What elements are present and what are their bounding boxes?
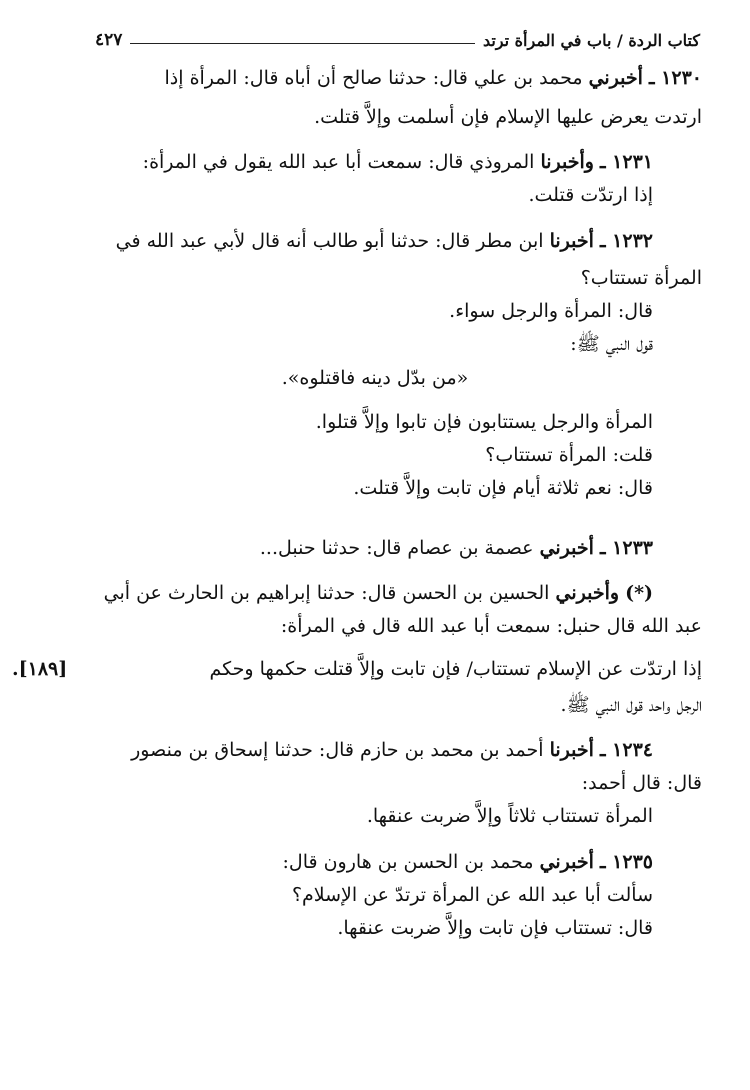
variant-narration-line-1	[104, 578, 653, 608]
line-text: عصمة بن عصام قال: حدثنا حنبل...	[259, 537, 540, 559]
hadith-1235-line-1	[282, 847, 653, 877]
line-text: المرأة تستتاب؟	[580, 267, 702, 289]
hadith-1232-line-1	[116, 226, 653, 256]
hadith-number: ١٢٣٤ ـ	[599, 739, 653, 761]
chapter-title: كتاب الردة / باب في المرأة ترتد	[482, 31, 700, 50]
hadith-number: ١٢٣٢ ـ	[599, 230, 653, 252]
line-text: الرجل واحد قول النبي ﷺ.	[560, 694, 702, 716]
hadith-number: ١٢٣٠ ـ	[648, 67, 702, 89]
line-text: ابن مطر قال: حدثنا أبو طالب أنه قال لأبي عبد الله في	[115, 230, 550, 252]
hadith-1232-line-4	[570, 329, 653, 359]
hadith-1230-line-1	[165, 63, 702, 93]
hadith-number: ١٢٣١ ـ	[599, 151, 653, 173]
narration-verb: أخبرني	[588, 67, 643, 89]
hadith-1231-line-2	[528, 180, 653, 210]
hadith-1234-line-1	[131, 735, 653, 765]
prophetic-quote	[0, 363, 750, 393]
line-text: قال: قال أحمد:	[581, 772, 702, 794]
line-text: أحمد بن محمد بن حازم قال: حدثنا إسحاق بن منصور	[131, 739, 550, 761]
hadith-1230-line-2	[314, 102, 702, 132]
hadith-number: ١٢٣٥ ـ	[599, 851, 653, 873]
footnote-star: (*)	[625, 582, 653, 604]
line-text: ارتدت يعرض عليها الإسلام فإن أسلمت وإلاَّ قتلت.	[314, 106, 702, 128]
hadith-1235-line-2	[292, 880, 653, 910]
line-text: المرأة والرجل يستتابون فإن تابوا وإلاَّ قتلوا.	[315, 411, 653, 433]
line-text: قال: المرأة والرجل سواء.	[449, 300, 653, 322]
hadith-1232-line-6	[485, 440, 653, 470]
line-text: محمد بن الحسن بن هارون قال:	[282, 851, 540, 873]
hadith-1234-line-3	[367, 801, 653, 831]
variant-narration-line-2	[281, 611, 702, 641]
line-text: إذا ارتدّت عن الإسلام تستتاب/ فإن تابت وإلاَّ قتلت حكمها وحكم	[209, 658, 702, 680]
narration-verb: أخبرني	[539, 537, 594, 559]
line-text: قلت: المرأة تستتاب؟	[485, 444, 653, 466]
hadith-1232-line-2	[581, 263, 702, 293]
line-text: إذا ارتدّت قتلت.	[528, 184, 653, 206]
narration-verb: أخبرنا	[549, 739, 594, 761]
narration-verb: أخبرني	[539, 851, 594, 873]
quote-text: «من بدّل دينه فاقتلوه».	[281, 367, 469, 389]
manuscript-folio-marker: .[١٨٩]	[12, 658, 68, 680]
hadith-1232-line-5	[316, 407, 653, 437]
line-text: عبد الله قال حنبل: سمعت أبا عبد الله قال في المرأة:	[280, 615, 702, 637]
line-text: المروذي قال: سمعت أبا عبد الله يقول في المرأة:	[142, 151, 541, 173]
line-text: محمد بن علي قال: حدثنا صالح أن أباه قال: المرأة إذا	[164, 67, 589, 89]
line-text: قول النبي ﷺ:	[570, 333, 653, 355]
hadith-1235-line-3	[337, 913, 653, 943]
variant-narration-line-3	[210, 654, 702, 684]
hadith-1234-line-2	[582, 768, 702, 798]
page-number: ٤٢٧	[95, 30, 123, 50]
narration-verb: وأخبرنا	[540, 151, 594, 173]
line-text: قال: تستتاب فإن تابت وإلاَّ ضربت عنقها.	[337, 917, 653, 939]
hadith-1232-line-7	[353, 473, 653, 503]
hadith-1232-line-3	[449, 296, 653, 326]
hadith-1233-line-1	[260, 533, 653, 563]
hadith-number: ١٢٣٣ ـ	[599, 537, 653, 559]
running-header	[95, 20, 700, 50]
narration-verb: وأخبرني	[555, 582, 620, 604]
line-text: الحسين بن الحسن قال: حدثنا إبراهيم بن الحارث عن أبي	[103, 582, 556, 604]
variant-narration-line-4	[561, 690, 702, 720]
line-text: المرأة تستتاب ثلاثاً وإلاَّ ضربت عنقها.	[366, 805, 653, 827]
header-rule	[130, 43, 475, 44]
narration-verb: أخبرنا	[549, 230, 594, 252]
line-text: سألت أبا عبد الله عن المرأة ترتدّ عن الإسلام؟	[291, 884, 653, 906]
hadith-1231-line-1	[143, 147, 653, 177]
line-text: قال: نعم ثلاثة أيام فإن تابت وإلاَّ قتلت.	[353, 477, 653, 499]
